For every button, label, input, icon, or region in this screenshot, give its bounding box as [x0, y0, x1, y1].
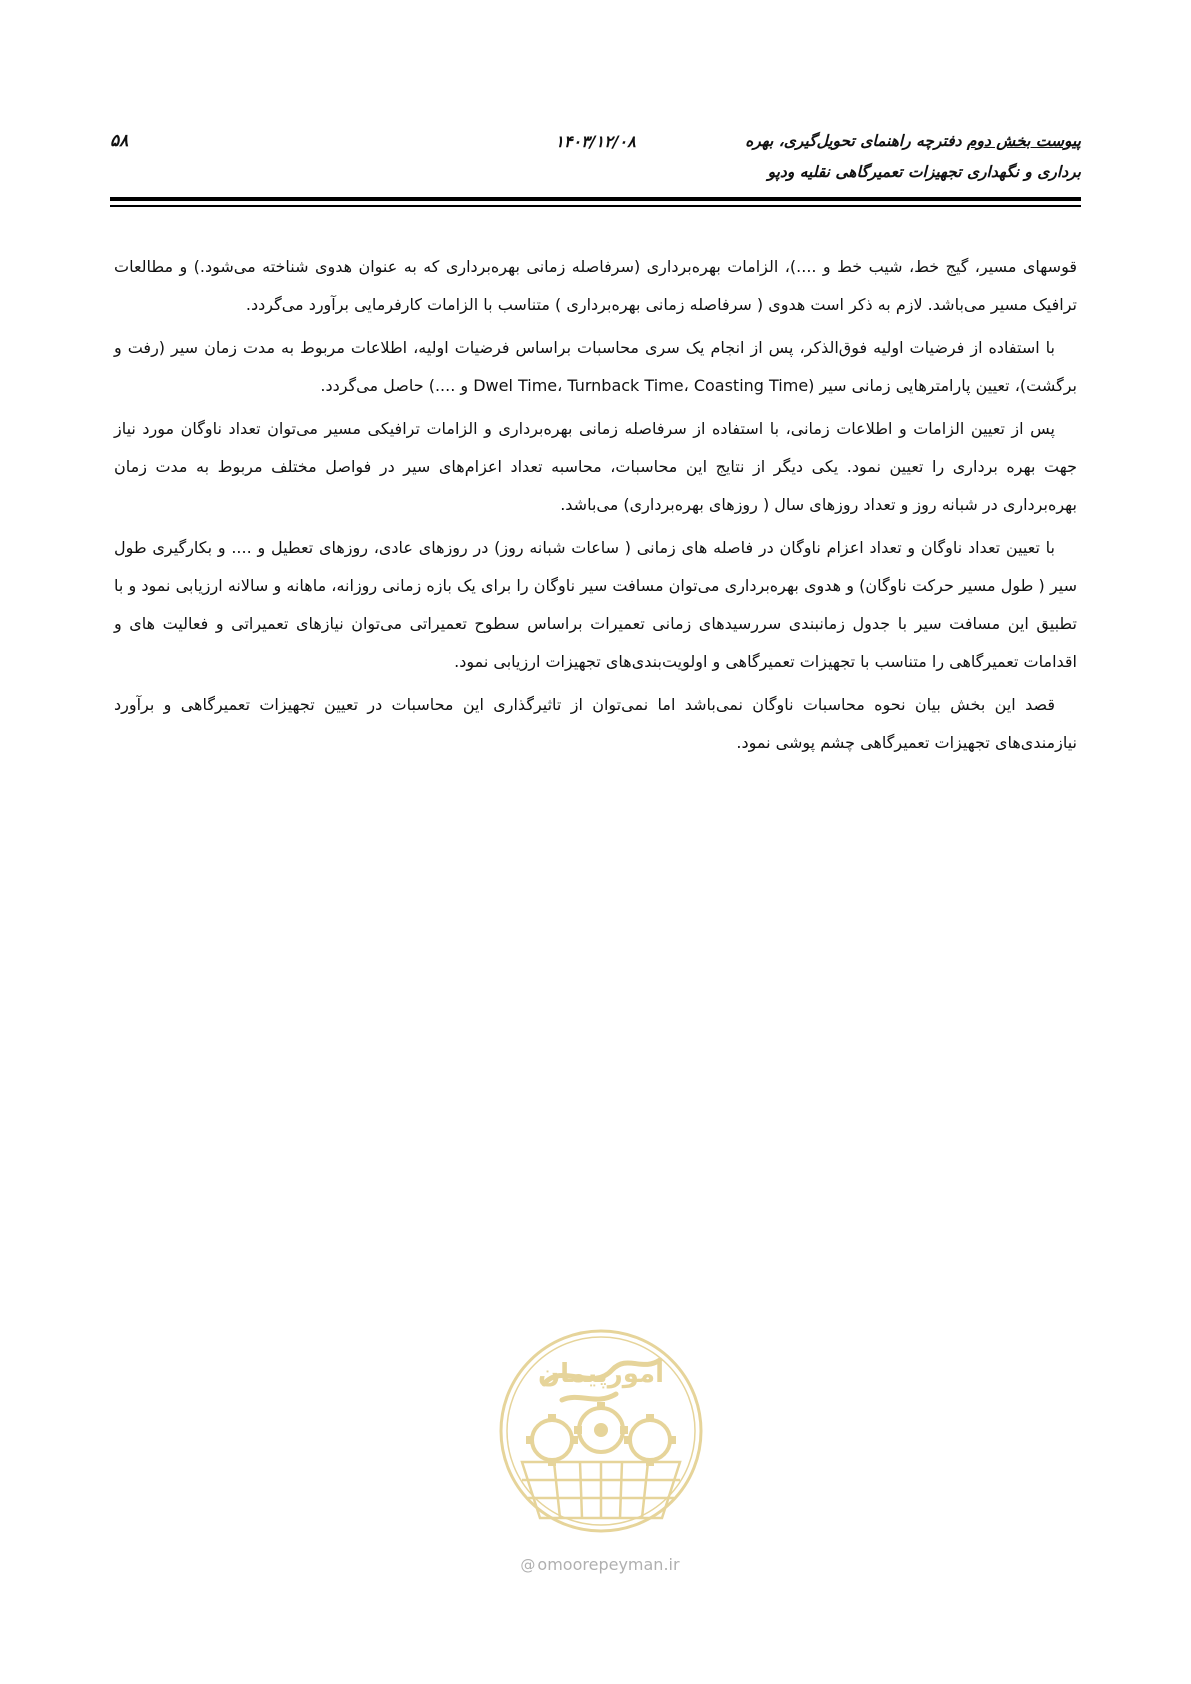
watermark-website: [500, 1555, 700, 1574]
paragraph: پس از تعیین الزامات و اطلاعات زمانی، با استفاده از سرفاصله زمانی بهره‌برداری و الزامات ترافیکی مسیر می‌توان تعداد ناوگان مورد نیاز جهت بهره برداری را تعیین نمود. یکی دیگر از نتایج این محاسبات، محاسبه تعداد اعزام‌های سیر در فواصل مختلف مربوط به مدت زمان بهره‌برداری در شبانه روز و تعداد روزهای سال ( روزهای بهره‌برداری) می‌باشد.: [114, 419, 1077, 514]
title-section-label: پیوست بخش دوم: [966, 132, 1081, 150]
body-text: [114, 248, 1077, 767]
page-header: [110, 126, 1081, 196]
header-divider-thin: [110, 205, 1081, 207]
at-icon: @: [520, 1556, 536, 1574]
header-divider-thick: [110, 197, 1081, 201]
document-date: ۱۴۰۳/۱۲/۰۸: [555, 132, 636, 151]
paragraph: با استفاده از فرضیات اولیه فوق‌الذکر، پس از انجام یک سری محاسبات براساس فرضیات اولیه، اطلاعات مربوط به مدت زمان سیر (رفت و برگشت)، تعیین پارامترهایی زمانی سیر (Dwel Time، Turnback Time، Coasting Time و ....) حاصل می‌گردد.: [114, 338, 1077, 395]
watermark-website-text: omoorepeyman.ir: [537, 1555, 680, 1574]
paragraph: با تعیین تعداد ناوگان و تعداد اعزام ناوگان در فاصله های زمانی ( ساعات شبانه روز) در روزهای عادی، روزهای تعطیل و .... و بکارگیری طول سیر ( طول مسیر حرکت ناوگان) و هدوی بهره‌برداری می‌توان مسافت سیر ناوگان را برای یک بازه زمانی روزانه، ماهانه و سالانه ارزیابی نمود و با تطبیق این مسافت سیر با جدول زمانبندی سررسیدهای زمانی تعمیرات براساس سطوح تعمیراتی می‌توان نیازهای تعمیراتی و فعالیت های و اقدامات تعمیرگاهی را متناسب با تجهیزات تعمیرگاهی و اولویت‌بندی‌های تجهیزات ارزیابی نمود.: [114, 538, 1077, 671]
watermark-seal-icon: [492, 1322, 710, 1540]
watermark-logo: [492, 1322, 710, 1540]
page-number: ۵۸: [110, 131, 129, 151]
document-title-line2: برداری و نگهداری تجهیزات تعمیرگاهی نقلیه ودپو: [767, 163, 1081, 181]
paragraph: قوسهای مسیر، گیج خط، شیب خط و ....)، الزامات بهره‌برداری (سرفاصله زمانی بهره‌برداری که به عنوان هدوی شناخته می‌شود.) و مطالعات ترافیک مسیر می‌باشد. لازم به ذکر است هدوی ( سرفاصله زمانی بهره‌برداری ) متناسب با الزامات کارفرمایی برآورد می‌گردد.: [114, 257, 1077, 314]
watermark-logo-text: امورپیمان: [537, 1359, 665, 1389]
paragraph: قصد این بخش بیان نحوه محاسبات ناوگان نمی‌باشد اما نمی‌توان از تاثیرگذاری این محاسبات در تعیین تجهیزات تعمیرگاهی و برآورد نیازمندی‌های تجهیزات تعمیرگاهی چشم پوشی نمود.: [114, 695, 1077, 752]
title-line1-rest: دفترچه راهنمای تحویل‌گیری، بهره: [745, 132, 967, 150]
